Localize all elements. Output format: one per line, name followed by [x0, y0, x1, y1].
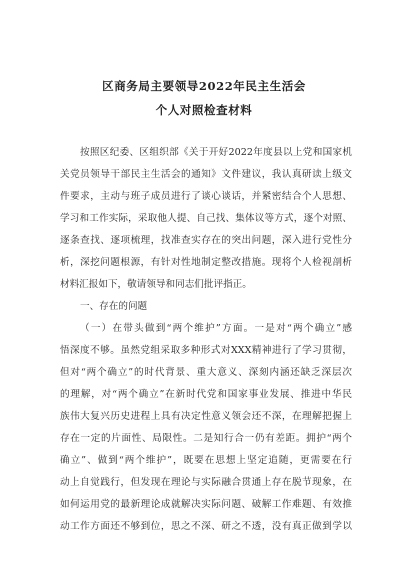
body-line: 存在一定的片面性、局限性。二是知行合一仍有差距。拥护“两个: [60, 433, 352, 444]
intro-line: 材料汇报如下，敬请领导和同志们批评指正。: [60, 279, 252, 290]
body-line: 确立”、做到“两个维护”，既要在思想上坚定追随，更需要在行: [60, 455, 352, 466]
body-line: 动上自觉践行，但发现在理论与实际融合贯通上存在脱节现象，在: [60, 477, 352, 488]
body-line: 但对“两个确立”的时代背景、重大意义、深刻内涵还缺乏深层次: [60, 367, 352, 378]
intro-line: 件要求，主动与班子成员进行了谈心谈话，并紧密结合个人思想、: [60, 191, 352, 202]
body-line: 悟深度不够。虽然党组采取多种形式对XXX精神进行了学习贯彻，: [60, 345, 352, 356]
body-line: （一）在带头做到“两个维护”方面。一是对“两个确立”感: [80, 323, 352, 334]
intro-line: 析，深挖问题根源，有针对性地制定整改措施。现将个人检视剖析: [60, 257, 352, 268]
body-line: 动工作方面还不够到位，思之不深、研之不透，没有真正做到学以: [60, 521, 352, 532]
intro-line: 关党员领导干部民主生活会的通知》文件建议，我认真研读上级文: [60, 169, 352, 180]
intro-line: 逐条查找、逐项梳理，找准查实存在的突出问题，深入进行党性分: [60, 235, 352, 246]
document-subtitle: 个人对照检查材料: [155, 103, 253, 117]
body-line: 族伟大复兴历史进程上具有决定性意义领会还不深，在理解把握上: [60, 411, 352, 422]
body-line: 如何运用党的最新理论成就解决实际问题、破解工作难题、有效推: [60, 499, 352, 510]
intro-line: 学习和工作实际，采取他人提、自己找、集体议等方式，逐个对照、: [60, 213, 352, 224]
body-line: 的理解，对“两个确立”在新时代党和国家事业发展、推进中华民: [60, 389, 352, 400]
section-heading: 一、存在的问题: [80, 301, 148, 312]
intro-line: 按照区纪委、区组织部《关于开好2022年度县以上党和国家机: [80, 147, 352, 158]
document-title: 区商务局主要领导2022年民主生活会: [102, 79, 306, 93]
